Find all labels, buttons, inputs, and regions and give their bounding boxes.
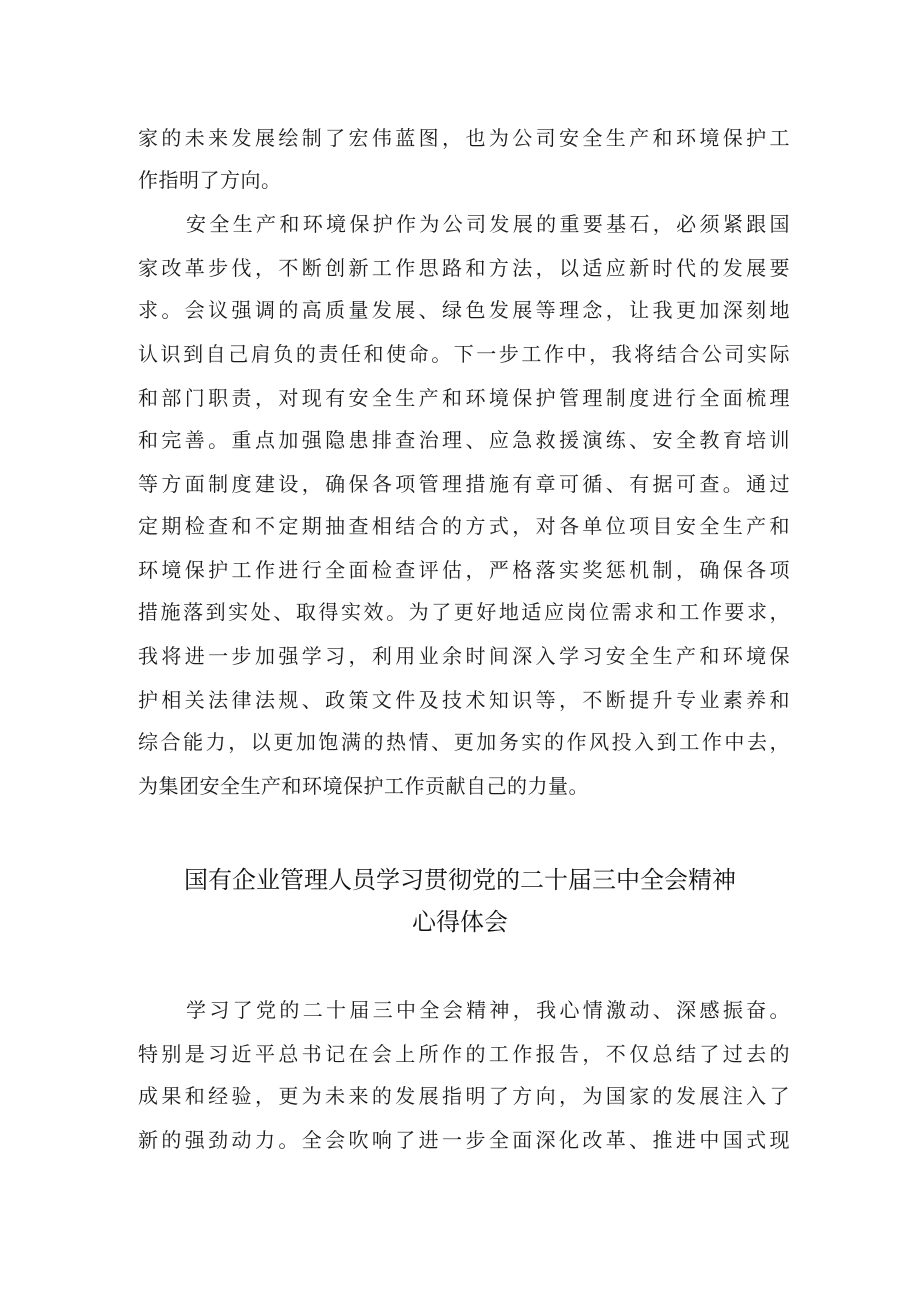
- text-line: 我将进一步加强学习，利用业余时间深入学习安全生产和环境保: [138, 644, 790, 668]
- text-line: 为集团安全生产和环境保护工作贡献自己的力量。: [138, 774, 589, 798]
- section-title-line-2: 心得体会: [412, 908, 508, 936]
- text-line: 环境保护工作进行全面检查评估，严格落实奖惩机制，确保各项: [138, 558, 790, 582]
- text-line: 和部门职责，对现有安全生产和环境保护管理制度进行全面梳理: [138, 386, 790, 410]
- text-line: 等方面制度建设，确保各项管理措施有章可循、有据可查。通过: [138, 472, 790, 496]
- text-line: 求。会议强调的高质量发展、绿色发展等理念，让我更加深刻地: [138, 298, 790, 322]
- text-line: 成果和经验，更为未来的发展指明了方向，为国家的发展注入了: [138, 1084, 790, 1108]
- text-line: 和完善。重点加强隐患排查治理、应急救援演练、安全教育培训: [138, 428, 790, 452]
- text-line: 措施落到实处、取得实效。为了更好地适应岗位需求和工作要求，: [138, 600, 790, 624]
- text-line: 定期检查和不定期抽查相结合的方式，对各单位项目安全生产和: [138, 514, 790, 538]
- text-line: 家改革步伐，不断创新工作思路和方法，以适应新时代的发展要: [138, 256, 790, 280]
- text-line: 特别是习近平总书记在会上所作的工作报告，不仅总结了过去的: [138, 1042, 790, 1066]
- text-line: 护相关法律法规、政策文件及技术知识等，不断提升专业素养和: [138, 688, 790, 712]
- text-line: 作指明了方向。: [138, 168, 282, 192]
- section-title-line-1: 国有企业管理人员学习贯彻党的二十届三中全会精神: [184, 866, 736, 894]
- text-line: 家的未来发展绘制了宏伟蓝图，也为公司安全生产和环境保护工: [138, 126, 790, 150]
- text-line: 安全生产和环境保护作为公司发展的重要基石，必须紧跟国: [186, 212, 790, 236]
- text-line: 认识到自己肩负的责任和使命。下一步工作中，我将结合公司实际: [138, 342, 790, 366]
- text-line: 学习了党的二十届三中全会精神，我心情激动、深感振奋。: [186, 998, 790, 1022]
- text-line: 新的强劲动力。全会吹响了进一步全面深化改革、推进中国式现: [138, 1128, 790, 1152]
- text-line: 综合能力，以更加饱满的热情、更加务实的作风投入到工作中去，: [138, 730, 790, 754]
